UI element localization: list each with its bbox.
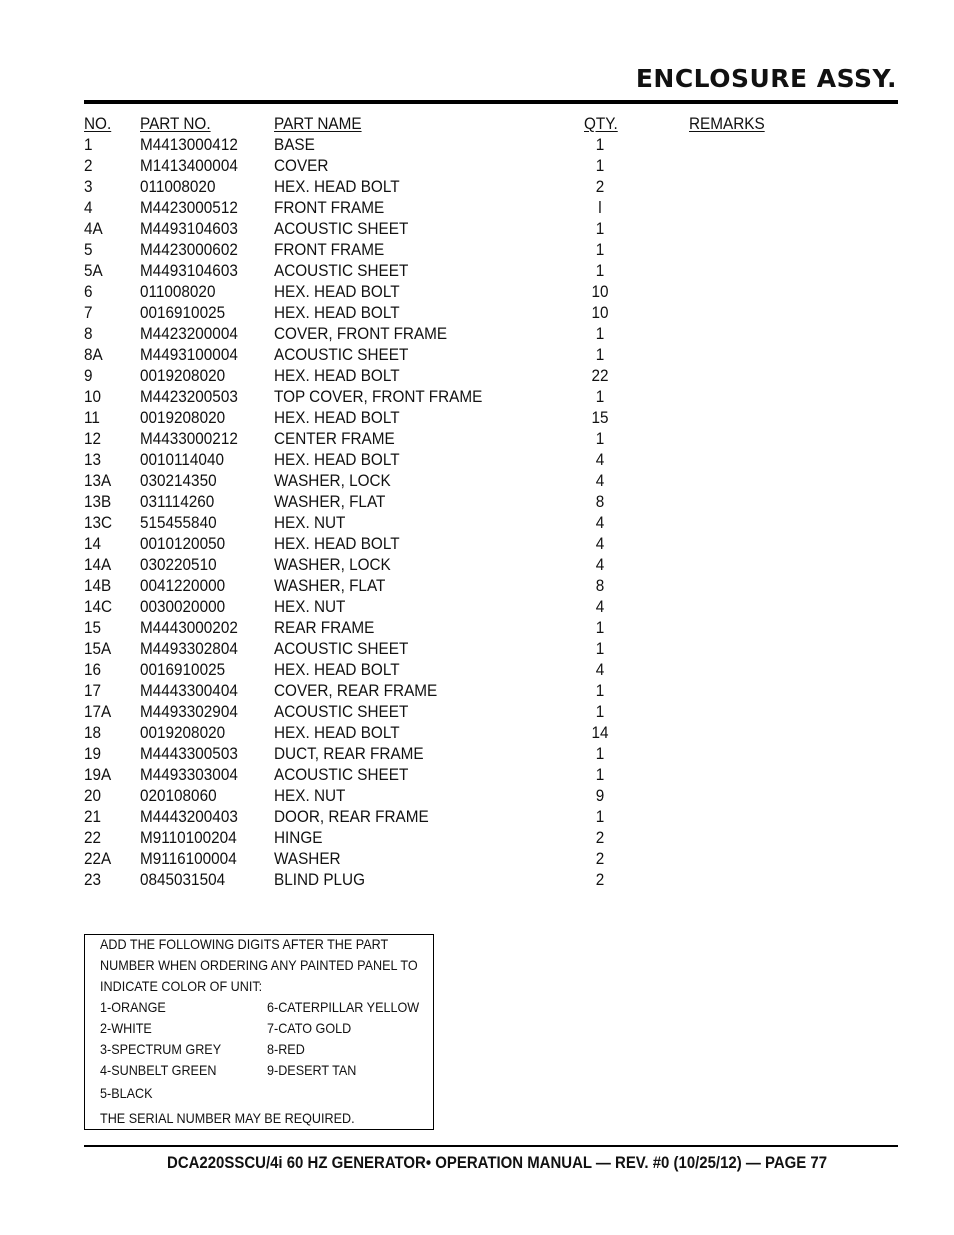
note-intro-line: NUMBER WHEN ORDERING ANY PAINTED PANEL TO: [100, 957, 418, 973]
cell-part-no: 0016910025: [140, 303, 226, 322]
cell-qty: 1: [595, 744, 605, 763]
cell-part-name: ACOUSTIC SHEET: [274, 261, 409, 280]
cell-part-name: WASHER, LOCK: [274, 471, 391, 490]
page-title: ENCLOSURE ASSY.: [635, 64, 897, 93]
table-row: [84, 617, 898, 638]
cell-qty: 2: [595, 828, 605, 847]
cell-qty: 1: [595, 765, 605, 784]
cell-part-no: M1413400004: [140, 156, 238, 175]
note-color-item: 9-DESERT TAN: [267, 1062, 357, 1078]
cell-part-no: M4423000602: [140, 240, 238, 259]
table-row: [84, 596, 898, 617]
note-color-item: 2-WHITE: [100, 1020, 152, 1036]
table-row: [84, 848, 898, 869]
cell-part-name: HEX. NUT: [274, 597, 346, 616]
title-rule: [84, 100, 898, 104]
note-color-item: 4-SUNBELT GREEN: [100, 1062, 217, 1078]
cell-qty: 1: [595, 387, 605, 406]
table-row: [84, 533, 898, 554]
table-row: [84, 743, 898, 764]
cell-qty: 1: [595, 156, 605, 175]
table-row: [84, 365, 898, 386]
table-row: [84, 302, 898, 323]
table-row: [84, 869, 898, 890]
table-row: [84, 323, 898, 344]
cell-no: 15A: [84, 639, 112, 658]
cell-part-no: M9110100204: [140, 828, 237, 847]
table-row: [84, 701, 898, 722]
parts-table: [84, 113, 898, 890]
note-intro-line: INDICATE COLOR OF UNIT:: [100, 978, 263, 994]
cell-part-no: 011008020: [140, 282, 216, 301]
cell-part-no: 0019208020: [140, 408, 226, 427]
cell-no: 11: [84, 408, 100, 427]
table-row: [84, 470, 898, 491]
cell-qty: l: [598, 198, 602, 217]
cell-part-name: WASHER, LOCK: [274, 555, 391, 574]
table-row: [84, 449, 898, 470]
cell-qty: 8: [595, 576, 605, 595]
cell-part-name: HEX. HEAD BOLT: [274, 177, 400, 196]
cell-qty: 10: [591, 282, 609, 301]
table-row: [84, 386, 898, 407]
cell-no: 3: [84, 177, 93, 196]
cell-part-no: 0019208020: [140, 366, 226, 385]
cell-part-name: WASHER, FLAT: [274, 576, 386, 595]
cell-part-name: HEX. HEAD BOLT: [274, 408, 400, 427]
footer-rule: [84, 1145, 898, 1147]
cell-part-name: WASHER, FLAT: [274, 492, 386, 511]
cell-part-no: 030220510: [140, 555, 217, 574]
cell-no: 13B: [84, 492, 112, 511]
note-color-item: 3-SPECTRUM GREY: [100, 1041, 222, 1057]
cell-qty: 4: [595, 513, 605, 532]
table-row: [84, 659, 898, 680]
cell-qty: 1: [595, 345, 605, 364]
table-row: [84, 575, 898, 596]
cell-qty: 1: [595, 681, 605, 700]
cell-part-no: M4493104603: [140, 219, 238, 238]
cell-part-name: HEX. HEAD BOLT: [274, 366, 400, 385]
cell-part-no: 0016910025: [140, 660, 226, 679]
cell-no: 18: [84, 723, 102, 742]
header-remarks: REMARKS: [689, 114, 765, 133]
cell-qty: 1: [595, 261, 605, 280]
table-row: [84, 344, 898, 365]
note-intro-line: ADD THE FOLLOWING DIGITS AFTER THE PART: [100, 936, 389, 952]
cell-no: 4A: [84, 219, 103, 238]
table-row: [84, 512, 898, 533]
cell-part-no: 0845031504: [140, 870, 226, 889]
cell-qty: 4: [595, 597, 605, 616]
cell-qty: 4: [595, 450, 605, 469]
cell-qty: 9: [595, 786, 605, 805]
cell-part-no: M4443300503: [140, 744, 238, 763]
table-row: [84, 491, 898, 512]
cell-part-no: M4443200403: [140, 807, 238, 826]
cell-no: 14: [84, 534, 102, 553]
cell-qty: 1: [595, 639, 605, 658]
table-row: [84, 155, 898, 176]
cell-part-no: 0010120050: [140, 534, 226, 553]
cell-part-name: HEX. NUT: [274, 513, 346, 532]
cell-no: 14C: [84, 597, 113, 616]
cell-part-no: M4493302804: [140, 639, 238, 658]
cell-no: 12: [84, 429, 102, 448]
cell-part-name: REAR FRAME: [274, 618, 375, 637]
table-row: [84, 554, 898, 575]
cell-part-no: 0010114040: [140, 450, 224, 469]
cell-part-name: COVER, FRONT FRAME: [274, 324, 448, 343]
cell-no: 19A: [84, 765, 112, 784]
cell-no: 21: [84, 807, 102, 826]
cell-part-name: ACOUSTIC SHEET: [274, 345, 409, 364]
cell-qty: 1: [595, 429, 605, 448]
cell-part-name: DUCT, REAR FRAME: [274, 744, 424, 763]
table-row: [84, 281, 898, 302]
cell-no: 9: [84, 366, 93, 385]
cell-qty: 1: [595, 219, 605, 238]
header-part-name: PART NAME: [274, 114, 362, 133]
cell-no: 17: [84, 681, 102, 700]
page-footer: DCA220SSCU/4i 60 HZ GENERATOR• OPERATION MANUAL — REV. #0 (10/25/12) — PAGE 77: [166, 1153, 827, 1172]
note-color-item: 7-CATO GOLD: [267, 1020, 352, 1036]
table-row: [84, 428, 898, 449]
table-row: [84, 218, 898, 239]
cell-part-no: M4433000212: [140, 429, 238, 448]
cell-no: 22: [84, 828, 102, 847]
cell-qty: 1: [595, 702, 605, 721]
cell-no: 6: [84, 282, 93, 301]
header-part-no: PART NO.: [140, 114, 211, 133]
note-color-item: 8-RED: [267, 1041, 305, 1057]
table-row: [84, 827, 898, 848]
cell-part-no: M4493100004: [140, 345, 238, 364]
paint-color-note-box: [84, 934, 434, 1130]
cell-part-no: M4443000202: [140, 618, 238, 637]
table-row: [84, 722, 898, 743]
cell-no: 8A: [84, 345, 103, 364]
cell-part-no: M4493104603: [140, 261, 238, 280]
cell-part-no: M4493303004: [140, 765, 238, 784]
cell-part-name: ACOUSTIC SHEET: [274, 219, 409, 238]
cell-part-name: CENTER FRAME: [274, 429, 395, 448]
cell-qty: 4: [595, 471, 605, 490]
note-color-item: 5-BLACK: [100, 1085, 153, 1101]
cell-part-no: M4423200004: [140, 324, 238, 343]
table-row: [84, 785, 898, 806]
cell-part-no: 0030020000: [140, 597, 226, 616]
cell-part-no: 0019208020: [140, 723, 226, 742]
table-row: [84, 134, 898, 155]
table-row: [84, 239, 898, 260]
table-row: [84, 407, 898, 428]
cell-no: 8: [84, 324, 93, 343]
table-row: [84, 176, 898, 197]
cell-part-name: BASE: [274, 135, 315, 154]
cell-qty: 2: [595, 177, 605, 196]
cell-no: 22A: [84, 849, 112, 868]
cell-part-name: TOP COVER, FRONT FRAME: [274, 387, 483, 406]
cell-no: 4: [84, 198, 93, 217]
cell-part-no: M4423200503: [140, 387, 238, 406]
cell-qty: 1: [595, 240, 605, 259]
cell-qty: 8: [595, 492, 605, 511]
cell-part-name: HEX. HEAD BOLT: [274, 534, 400, 553]
cell-no: 19: [84, 744, 102, 763]
cell-part-no: 515455840: [140, 513, 217, 532]
cell-no: 7: [84, 303, 93, 322]
cell-no: 2: [84, 156, 93, 175]
cell-part-name: HEX. HEAD BOLT: [274, 282, 400, 301]
cell-part-no: 011008020: [140, 177, 216, 196]
table-row: [84, 197, 898, 218]
cell-qty: 4: [595, 660, 605, 679]
cell-part-name: COVER: [274, 156, 329, 175]
note-color-item: 6-CATERPILLAR YELLOW: [267, 999, 420, 1015]
cell-qty: 4: [595, 555, 605, 574]
cell-part-no: 0041220000: [140, 576, 226, 595]
cell-qty: 1: [595, 618, 605, 637]
cell-part-no: M4493302904: [140, 702, 238, 721]
cell-qty: 4: [595, 534, 605, 553]
cell-part-name: ACOUSTIC SHEET: [274, 765, 409, 784]
cell-qty: 2: [595, 849, 605, 868]
cell-qty: 10: [591, 303, 609, 322]
cell-no: 20: [84, 786, 102, 805]
table-header-row: [84, 113, 898, 134]
cell-qty: 14: [591, 723, 609, 742]
cell-no: 1: [84, 135, 93, 154]
cell-part-name: HEX. HEAD BOLT: [274, 723, 400, 742]
cell-no: 13A: [84, 471, 112, 490]
cell-part-no: M4413000412: [140, 135, 238, 154]
note-color-item: 1-ORANGE: [100, 999, 166, 1015]
note-serial-line: THE SERIAL NUMBER MAY BE REQUIRED.: [100, 1110, 355, 1126]
table-body: [84, 134, 898, 890]
cell-part-name: ACOUSTIC SHEET: [274, 639, 409, 658]
table-row: [84, 680, 898, 701]
table-row: [84, 260, 898, 281]
table-row: [84, 638, 898, 659]
cell-no: 16: [84, 660, 102, 679]
cell-no: 5A: [84, 261, 103, 280]
cell-no: 15: [84, 618, 102, 637]
cell-part-no: 031114260: [140, 492, 215, 511]
cell-part-name: HEX. HEAD BOLT: [274, 450, 400, 469]
header-qty: QTY.: [584, 114, 618, 133]
cell-part-name: COVER, REAR FRAME: [274, 681, 438, 700]
cell-part-no: M4443300404: [140, 681, 238, 700]
cell-part-name: HINGE: [274, 828, 323, 847]
cell-part-name: FRONT FRAME: [274, 240, 385, 259]
cell-no: 13: [84, 450, 102, 469]
cell-qty: 1: [595, 135, 605, 154]
cell-part-no: 020108060: [140, 786, 217, 805]
table-row: [84, 764, 898, 785]
cell-no: 17A: [84, 702, 112, 721]
cell-part-name: HEX. HEAD BOLT: [274, 660, 400, 679]
cell-qty: 1: [595, 807, 605, 826]
cell-part-no: 030214350: [140, 471, 217, 490]
cell-part-name: BLIND PLUG: [274, 870, 365, 889]
cell-no: 23: [84, 870, 102, 889]
table-row: [84, 806, 898, 827]
cell-part-name: WASHER: [274, 849, 341, 868]
cell-no: 5: [84, 240, 93, 259]
cell-part-name: FRONT FRAME: [274, 198, 385, 217]
cell-no: 14B: [84, 576, 112, 595]
cell-no: 10: [84, 387, 102, 406]
cell-qty: 15: [591, 408, 609, 427]
header-no: NO.: [84, 114, 112, 133]
cell-part-name: DOOR, REAR FRAME: [274, 807, 429, 826]
cell-part-name: HEX. NUT: [274, 786, 346, 805]
cell-part-name: HEX. HEAD BOLT: [274, 303, 400, 322]
cell-qty: 22: [591, 366, 609, 385]
cell-part-name: ACOUSTIC SHEET: [274, 702, 409, 721]
cell-part-no: M9116100004: [140, 849, 237, 868]
cell-part-no: M4423000512: [140, 198, 238, 217]
cell-no: 14A: [84, 555, 112, 574]
cell-no: 13C: [84, 513, 113, 532]
cell-qty: 1: [595, 324, 605, 343]
cell-qty: 2: [595, 870, 605, 889]
